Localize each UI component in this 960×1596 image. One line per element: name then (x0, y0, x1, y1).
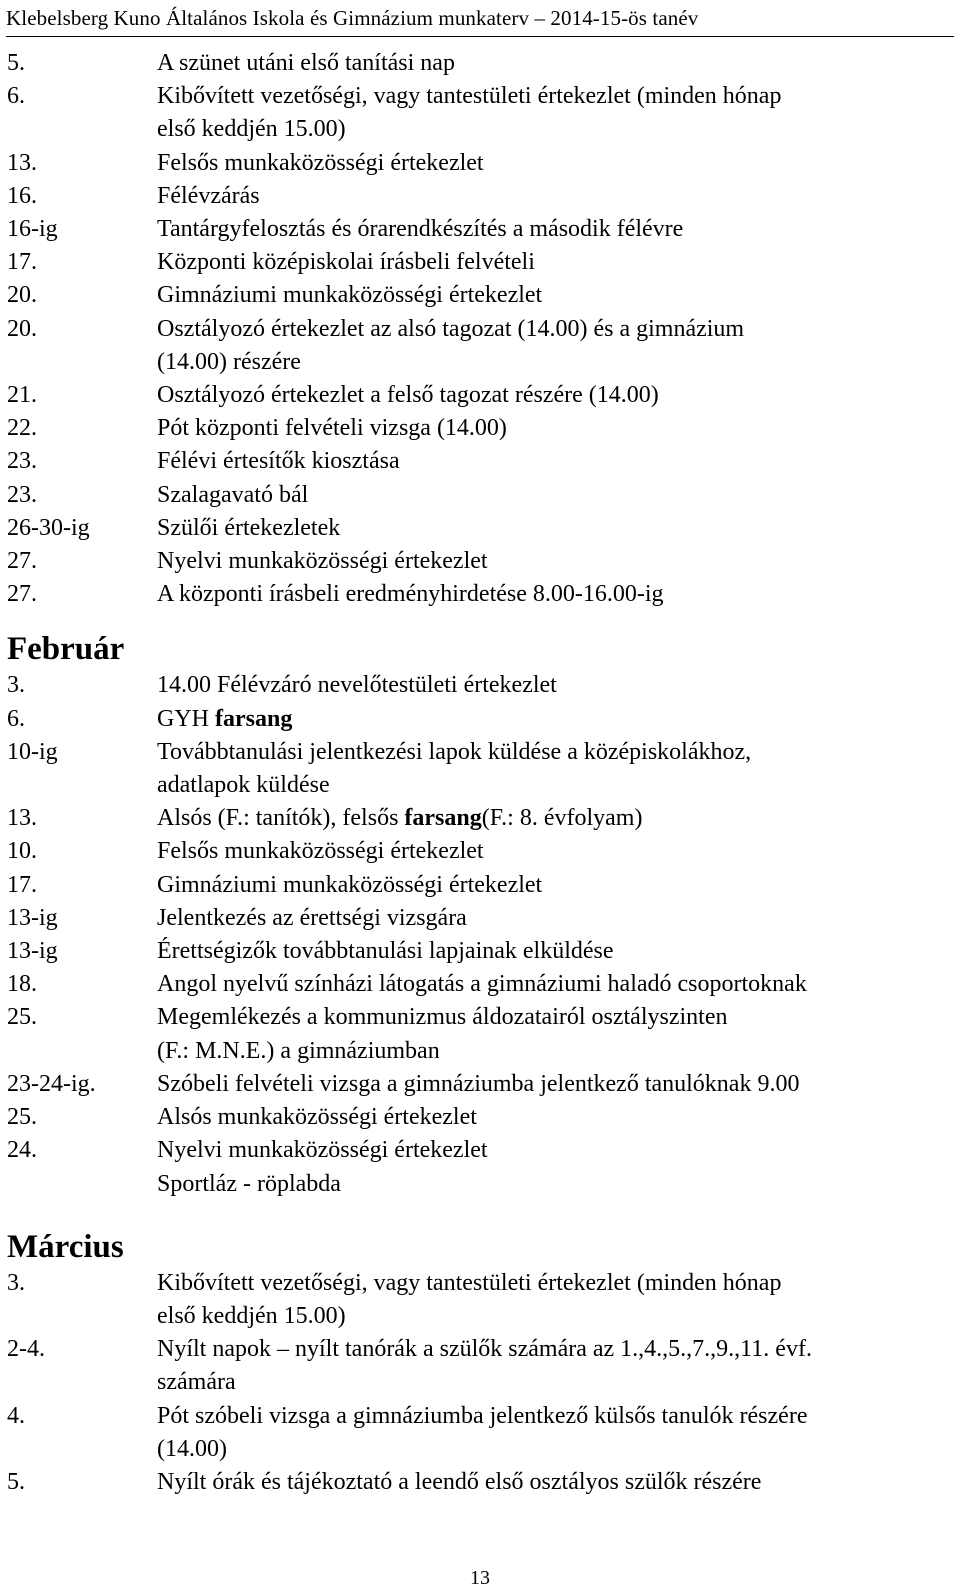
entry-date: 13-ig (7, 938, 58, 965)
entry-text: A szünet utáni első tanítási nap (157, 50, 455, 76)
entry-text: (14.00) (157, 1435, 227, 1462)
entry-text: Gimnáziumi munkaközösségi értekezlet (157, 282, 543, 309)
list-item (0, 412, 960, 445)
list-item-continuation (0, 113, 960, 146)
entry-text: első keddjén 15.00) (157, 116, 346, 143)
list-item (0, 1001, 960, 1034)
entry-date: 4. (7, 1402, 25, 1429)
list-item-continuation (0, 1433, 960, 1466)
list-item (0, 479, 960, 512)
entry-date: 20. (7, 282, 37, 309)
spacer (0, 611, 960, 629)
list-item-continuation (0, 1168, 960, 1201)
entry-date: 6. (7, 705, 25, 732)
entry-text: Érettségizők továbbtanulási lapjainak elküldése (157, 938, 614, 965)
entry-date: 6. (7, 83, 25, 110)
list-item (0, 1400, 960, 1433)
entry-text: Szülői értekezletek (157, 514, 341, 541)
entry-text: (14.00) részére (157, 348, 301, 375)
entry-text: Nyelvi munkaközösségi értekezlet (157, 548, 488, 575)
list-item (0, 47, 960, 80)
entry-date: 21. (7, 382, 37, 409)
entry-text: Megemlékezés a kommunizmus áldozatairól osztályszinten (157, 1004, 728, 1031)
entry-text: 14.00 Félévzáró nevelőtestületi értekezlet (157, 672, 557, 699)
list-item-continuation (0, 1300, 960, 1333)
list-item (0, 968, 960, 1001)
page-number: 13 (470, 1567, 490, 1589)
entry-text: Angol nyelvű színházi látogatás a gimnáziumi haladó csoportoknak (157, 971, 807, 998)
list-item (0, 935, 960, 968)
list-item (0, 213, 960, 246)
entry-date: 17. (7, 871, 37, 898)
running-header: Klebelsberg Kuno Általános Iskola és Gimnázium munkaterv – 2014-15-ös tanév (6, 6, 699, 30)
list-item (0, 445, 960, 478)
header-rule (6, 36, 954, 37)
entry-date: 16-ig (7, 216, 58, 243)
entry-text: Alsós (F.: tanítók), felsős farsang(F.: 8. évfolyam) (157, 805, 643, 832)
list-item (0, 80, 960, 113)
entry-date: 3. (7, 1269, 25, 1296)
entry-date: 17. (7, 249, 37, 276)
list-item-continuation (0, 346, 960, 379)
section-title-march: Március (7, 1228, 124, 1265)
entry-date: 13. (7, 805, 37, 832)
entry-date: 23. (7, 481, 37, 508)
list-item (0, 835, 960, 868)
list-item (0, 379, 960, 412)
entry-date: 25. (7, 1004, 37, 1031)
entry-date: 27. (7, 548, 37, 575)
entry-date: 25. (7, 1104, 37, 1131)
february-list (0, 669, 960, 1200)
entry-text: Felsős munkaközösségi értekezlet (157, 838, 484, 865)
list-item (0, 147, 960, 180)
list-item (0, 545, 960, 578)
bold-term: farsang (404, 805, 482, 832)
list-item (0, 1101, 960, 1134)
entry-text: Gimnáziumi munkaközösségi értekezlet (157, 871, 543, 898)
entry-text: Pót szóbeli vizsga a gimnáziumba jelentkező külsős tanulók részére (157, 1402, 808, 1429)
entry-text: Pót központi felvételi vizsga (14.00) (157, 415, 507, 442)
entry-text: Osztályozó értekezlet a felső tagozat részére (14.00) (157, 382, 659, 409)
entry-date: 5. (7, 50, 25, 76)
list-item (0, 180, 960, 213)
entry-date: 16. (7, 182, 37, 209)
entry-text: Központi középiskolai írásbeli felvételi (157, 249, 535, 276)
entry-text: Nyelvi munkaközösségi értekezlet (157, 1137, 488, 1164)
list-item-continuation (0, 769, 960, 802)
entry-date: 23. (7, 448, 37, 475)
entry-date: 22. (7, 415, 37, 442)
list-item (0, 512, 960, 545)
list-item (0, 802, 960, 835)
entry-text: A központi írásbeli eredményhirdetése 8.00-16.00-ig (157, 581, 664, 608)
entry-date: 2-4. (7, 1336, 45, 1363)
entry-text: Osztályozó értekezlet az alsó tagozat (14.00) és a gimnázium (157, 315, 745, 342)
list-item (0, 1466, 960, 1499)
entry-text: Nyílt napok – nyílt tanórák a szülők számára az 1.,4.,5.,7.,9.,11. évf. (157, 1336, 812, 1363)
entry-text: számára (157, 1369, 236, 1396)
march-list (0, 1267, 960, 1499)
entry-text: Sportláz - röplabda (157, 1170, 341, 1197)
schedule-content (0, 47, 960, 1499)
entry-date: 18. (7, 971, 37, 998)
list-item (0, 279, 960, 312)
entry-text: Tantárgyfelosztás és órarendkészítés a második félévre (157, 216, 684, 243)
entry-text: Nyílt órák és tájékoztató a leendő első osztályos szülők részére (157, 1468, 762, 1495)
entry-text: Alsós munkaközösségi értekezlet (157, 1104, 477, 1131)
entry-text: Félévzárás (157, 182, 260, 209)
entry-date: 10-ig (7, 738, 58, 765)
entry-text: adatlapok küldése (157, 772, 330, 799)
entry-text: Kibővített vezetőségi, vagy tantestületi értekezlet (minden hónap (157, 1269, 782, 1296)
list-item-continuation (0, 1035, 960, 1068)
entry-text: Félévi értesítők kiosztása (157, 448, 400, 475)
list-item (0, 313, 960, 346)
entry-text: Kibővített vezetőségi, vagy tantestületi értekezlet (minden hónap (157, 83, 782, 110)
entry-text: első keddjén 15.00) (157, 1302, 346, 1329)
entry-text: GYH farsang (157, 705, 293, 732)
entry-text: (F.: M.N.E.) a gimnáziumban (157, 1037, 440, 1064)
entry-date: 24. (7, 1137, 37, 1164)
entry-date: 20. (7, 315, 37, 342)
list-item (0, 902, 960, 935)
section-title-february: Február (7, 631, 125, 668)
january-list (0, 47, 960, 611)
entry-text: Felsős munkaközösségi értekezlet (157, 149, 484, 176)
entry-text: Továbbtanulási jelentkezési lapok küldése a középiskolákhoz, (157, 738, 752, 765)
list-item (0, 703, 960, 736)
list-item-continuation (0, 1366, 960, 1399)
list-item (0, 1333, 960, 1366)
entry-text: Szóbeli felvételi vizsga a gimnáziumba jelentkező tanulóknak 9.00 (157, 1070, 800, 1097)
entry-date: 13-ig (7, 904, 58, 931)
list-item (0, 1267, 960, 1300)
list-item (0, 869, 960, 902)
list-item (0, 1068, 960, 1101)
bold-term: farsang (215, 705, 293, 732)
list-item (0, 578, 960, 611)
entry-date: 3. (7, 672, 25, 699)
entry-date: 13. (7, 149, 37, 176)
list-item (0, 246, 960, 279)
entry-text: Szalagavató bál (157, 481, 309, 508)
entry-date: 26-30-ig (7, 514, 90, 541)
spacer (0, 1201, 960, 1227)
list-item (0, 736, 960, 769)
list-item (0, 1134, 960, 1167)
entry-text: Jelentkezés az érettségi vizsgára (157, 904, 467, 931)
list-item (0, 669, 960, 702)
entry-date: 10. (7, 838, 37, 865)
entry-date: 27. (7, 581, 37, 608)
entry-date: 23-24-ig. (7, 1070, 96, 1097)
entry-date: 5. (7, 1468, 25, 1495)
